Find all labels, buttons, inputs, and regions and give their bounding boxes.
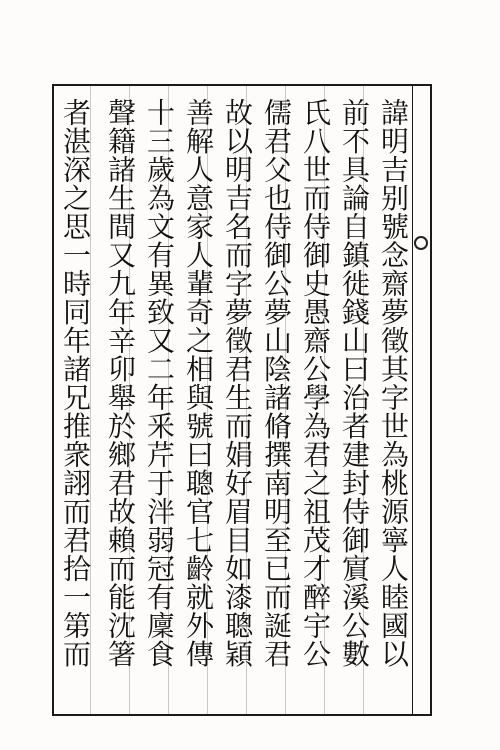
text-column-2: 前不具論自鎮徙錢山曰治者建封侍御賔溪公數	[338, 98, 371, 668]
text-column-7: 十三歲為文有異致又二年釆芹于泮弱冠有廩食	[143, 98, 176, 668]
text-column-8: 聲籍諸生間又九年辛卯舉於鄉君故賴而能沈箸	[104, 98, 137, 668]
text-column-3: 氏八世而侍御史愚齋公學為君之祖茂才醉宇公	[299, 98, 332, 668]
text-column-5: 故以明吉名而字夢徵君生而娟好眉目如漆聰穎	[221, 98, 254, 668]
text-column-1: 諱明吉别號念齋夢徵其字世為桃源寧人睦國以	[377, 98, 410, 668]
text-column-9: 者湛深之思一時同年諸兄推衆詡而君拾一第而	[59, 98, 92, 668]
fold-margin-marks	[412, 96, 434, 696]
text-column-6: 善解人意家人輩奇之相與號曰聰官七齡就外傳	[182, 98, 215, 668]
text-column-4: 儒君父也侍御公夢山陰諸脩撰南明至已而誕君	[260, 98, 293, 668]
margin-circle-mark	[414, 236, 428, 250]
